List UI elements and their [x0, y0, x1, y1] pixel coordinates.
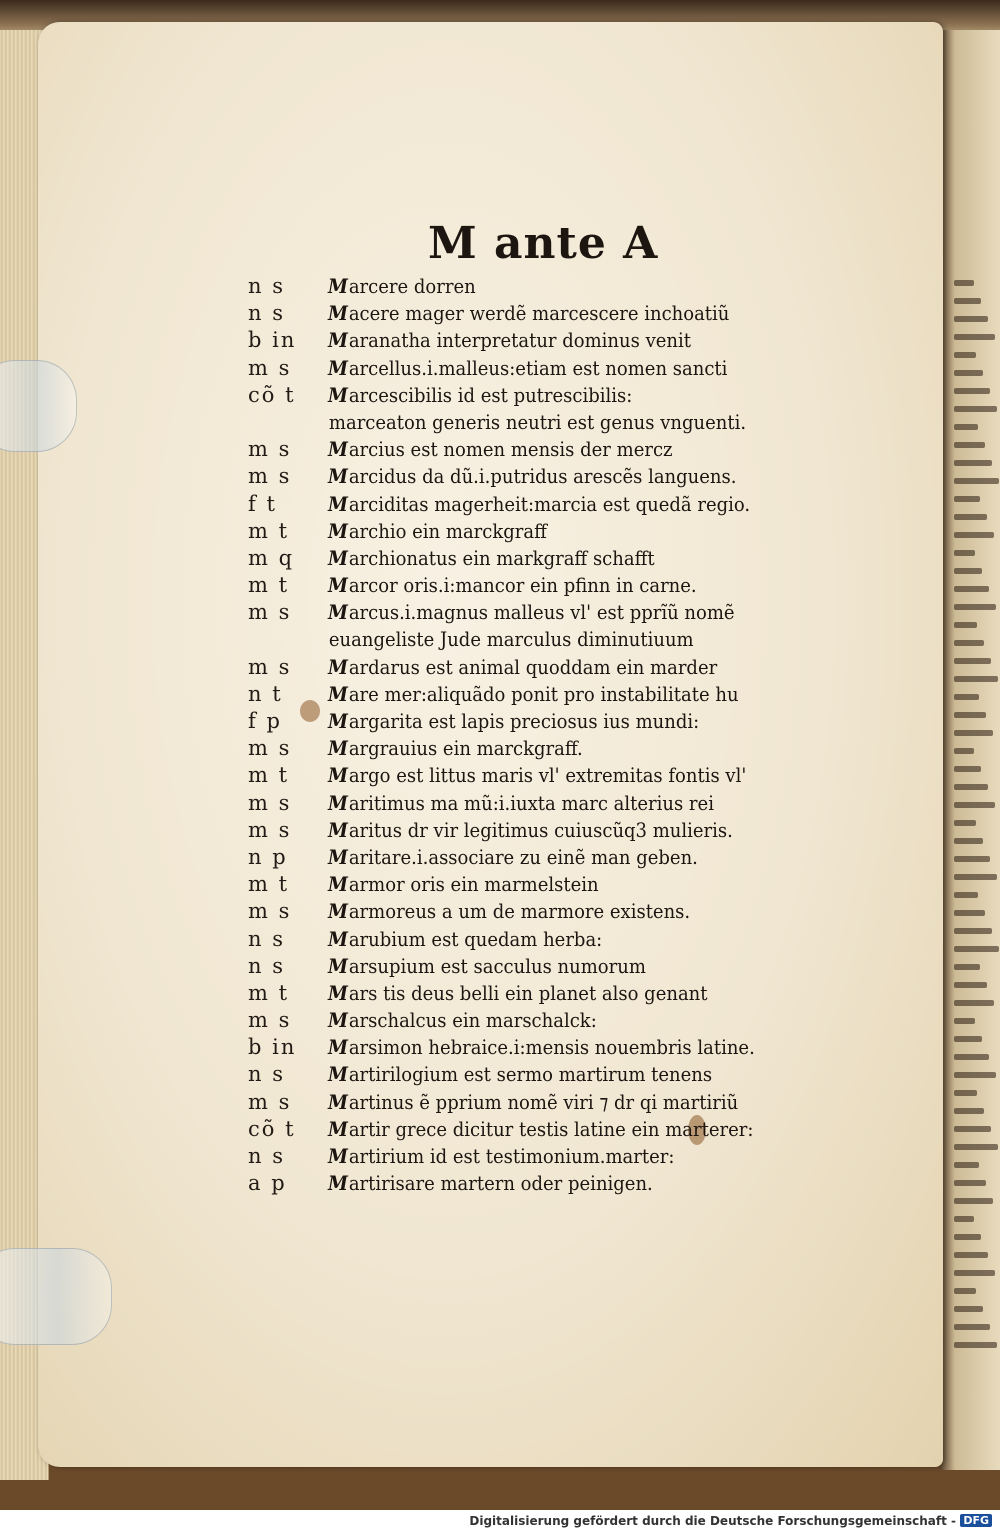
grammar-tags: b in — [248, 328, 297, 353]
grammar-tags: m t — [248, 573, 290, 598]
glass-clip-upper — [0, 360, 77, 452]
entry-initial: M — [328, 736, 348, 761]
facing-page-text-ghost — [954, 766, 981, 772]
grammar-tags: m t — [248, 518, 290, 543]
facing-page-text-ghost — [954, 784, 988, 790]
entry-text — [328, 763, 746, 787]
entry-text — [328, 274, 476, 298]
entry-text — [328, 1008, 597, 1032]
facing-page-edge — [940, 30, 1000, 1470]
facing-page-text-ghost — [954, 1054, 989, 1060]
grammar-tags: n p — [248, 844, 288, 869]
facing-page-text-ghost — [954, 748, 974, 754]
facing-page-text-ghost — [954, 946, 999, 952]
entry-text — [328, 791, 714, 815]
entry-text — [328, 546, 655, 570]
entry-text — [328, 1090, 738, 1114]
grammar-tags: n s — [248, 953, 285, 978]
entry-body: artirium id est testimonium.marter: — [348, 1144, 675, 1168]
entry-body: artirisare martern oder peinigen. — [348, 1171, 653, 1196]
grammar-tags: n t — [248, 681, 283, 706]
entry-initial: M — [328, 926, 348, 951]
entry-initial: M — [328, 1062, 348, 1087]
entry-body: archio ein marckgraff — [348, 518, 547, 543]
dfg-logo: DFG — [960, 1514, 992, 1527]
entry-body: aritus dr vir legitimus cuiuscũq3 mulieris. — [348, 817, 733, 842]
grammar-tags: f p — [248, 709, 282, 733]
entry-body: arcidus da dũ.i.putridus arescẽs languens. — [348, 464, 737, 489]
dictionary-entry — [248, 435, 858, 462]
entry-body: argrauius ein marckgraff. — [348, 736, 583, 761]
entry-initial: M — [328, 790, 348, 815]
dictionary-entry — [248, 408, 858, 435]
entry-initial: M — [328, 763, 348, 788]
entry-initial: M — [328, 328, 348, 353]
entry-body: artir grece dicitur testis latine ein marterer: — [348, 1116, 754, 1141]
entry-text — [328, 573, 697, 597]
entry-initial: M — [328, 953, 348, 978]
grammar-tags: m s — [248, 790, 292, 815]
grammar-tags: n s — [248, 274, 285, 298]
dictionary-entry — [248, 925, 858, 952]
facing-page-text-ghost — [954, 820, 976, 826]
grammar-tags: m s — [248, 437, 292, 462]
entry-text — [328, 464, 736, 488]
facing-page-text-ghost — [954, 1234, 981, 1240]
entry-text — [328, 301, 729, 325]
facing-page-text-ghost — [954, 1090, 977, 1096]
entry-body: armor oris ein marmelstein — [348, 872, 599, 897]
entry-text — [328, 927, 602, 951]
grammar-tags: cõ t — [248, 1116, 296, 1141]
dictionary-entry — [248, 272, 858, 299]
entry-text — [328, 1062, 712, 1086]
dictionary-entry — [248, 544, 858, 571]
entry-initial: M — [328, 382, 348, 407]
grammar-tags: m s — [248, 654, 292, 679]
entry-initial: M — [328, 1144, 348, 1168]
dictionary-entry — [248, 1115, 858, 1142]
facing-page-text-ghost — [954, 1324, 990, 1330]
facing-page-text-ghost — [954, 298, 981, 304]
grammar-tags: cõ t — [248, 382, 296, 407]
entry-body: arcescibilis id est putrescibilis: — [348, 382, 633, 407]
entry-body: arschalcus ein marschalck: — [348, 1008, 597, 1033]
facing-page-text-ghost — [954, 496, 980, 502]
dictionary-entry — [248, 870, 858, 897]
dictionary-entry — [248, 517, 858, 544]
dictionary-entry — [248, 1088, 858, 1115]
entry-initial: M — [328, 1008, 348, 1033]
entry-initial: M — [328, 437, 348, 462]
entry-initial: M — [328, 274, 348, 298]
dictionary-entry — [248, 490, 858, 517]
grammar-tags: m t — [248, 872, 290, 897]
entry-body: arciditas magerheit:marcia est quedã regio. — [348, 491, 751, 516]
facing-page-text-ghost — [954, 1126, 991, 1132]
facing-page-text-ghost — [954, 694, 979, 700]
dictionary-entry — [248, 979, 858, 1006]
dictionary-entry — [248, 625, 858, 652]
entry-body: marceaton generis neutri est genus vnguenti. — [328, 409, 747, 434]
entry-text — [328, 872, 599, 896]
facing-page-text-ghost — [954, 910, 985, 916]
grammar-tags: n s — [248, 1062, 285, 1087]
grammar-tags: m s — [248, 899, 292, 924]
entry-initial: M — [328, 654, 348, 679]
entry-initial: M — [328, 844, 348, 869]
entry-text — [328, 845, 698, 869]
facing-page-text-ghost — [954, 514, 987, 520]
grammar-tags: m s — [248, 600, 292, 625]
entry-initial: M — [328, 1171, 348, 1196]
facing-page-text-ghost — [954, 730, 993, 736]
dictionary-entry — [248, 843, 858, 870]
entry-initial: M — [328, 817, 348, 842]
entry-text — [328, 627, 694, 651]
facing-page-text-ghost — [954, 550, 975, 556]
dictionary-entry — [248, 1033, 858, 1060]
entry-text — [328, 437, 673, 461]
entry-initial: M — [328, 1089, 348, 1114]
entry-text — [328, 736, 583, 760]
entry-initial: M — [328, 872, 348, 897]
facing-page-text-ghost — [954, 658, 991, 664]
facing-page-text-ghost — [954, 1000, 994, 1006]
entry-text — [328, 981, 708, 1005]
dictionary-entry — [248, 354, 858, 381]
facing-page-text-ghost — [954, 712, 986, 718]
grammar-tags: m s — [248, 355, 292, 380]
grammar-tags: m q — [248, 545, 295, 570]
entry-text — [328, 410, 746, 434]
grammar-tags: m s — [248, 464, 292, 489]
grammar-tags: n s — [248, 1144, 285, 1168]
facing-page-text-ghost — [954, 334, 995, 340]
entry-body: archionatus ein markgraff schafft — [348, 545, 655, 570]
facing-page-text-ghost — [954, 460, 992, 466]
facing-page-text-ghost — [954, 478, 999, 484]
facing-page-text-ghost — [954, 892, 978, 898]
entry-text — [328, 954, 646, 978]
entry-text — [328, 383, 632, 407]
facing-page-text-ghost — [954, 388, 990, 394]
facing-page-text-ghost — [954, 1036, 982, 1042]
facing-page-text-ghost — [954, 838, 983, 844]
entry-text — [328, 818, 733, 842]
entry-initial: M — [328, 681, 348, 706]
entry-body: are mer:aliquãdo ponit pro instabilitate hu — [348, 681, 739, 706]
facing-page-text-ghost — [954, 1216, 974, 1222]
facing-page-text-ghost — [954, 1162, 979, 1168]
dictionary-entry — [248, 897, 858, 924]
facing-page-text-ghost — [954, 1144, 998, 1150]
entry-text — [328, 1035, 755, 1059]
facing-page-text-ghost — [954, 604, 996, 610]
dictionary-entry — [248, 598, 858, 625]
dictionary-entry — [248, 462, 858, 489]
facing-page-text-ghost — [954, 982, 987, 988]
facing-page-text-ghost — [954, 352, 976, 358]
dictionary-entry — [248, 1060, 858, 1087]
dictionary-entry — [248, 680, 858, 707]
facing-page-text-ghost — [954, 568, 982, 574]
entry-body: euangeliste Jude marculus diminutiuum — [328, 627, 694, 652]
dictionary-entry — [248, 734, 858, 761]
facing-page-text-ghost — [954, 928, 992, 934]
entry-body: arcius est nomen mensis der mercz — [348, 437, 673, 462]
facing-page-text-ghost — [954, 622, 977, 628]
entry-initial: M — [328, 491, 348, 516]
entry-body: ardarus est animal quoddam ein marder — [348, 654, 718, 679]
entry-initial: M — [328, 709, 348, 733]
facing-page-text-ghost — [954, 424, 978, 430]
facing-page-text-ghost — [954, 1342, 997, 1348]
entry-text — [328, 655, 717, 679]
entry-body: aritare.i.associare zu einẽ man geben. — [348, 844, 698, 869]
entry-text — [328, 1144, 674, 1168]
facing-page-text-ghost — [954, 1018, 975, 1024]
facing-page-text-ghost — [954, 442, 985, 448]
entry-initial: M — [328, 545, 348, 570]
dictionary-entry — [248, 952, 858, 979]
dictionary-entry — [248, 653, 858, 680]
dictionary-entry — [248, 789, 858, 816]
facing-page-text-ghost — [954, 280, 974, 286]
entry-text — [328, 356, 727, 380]
grammar-tags: m s — [248, 1089, 292, 1114]
entry-body: acere mager werdẽ marcescere inchoatiũ — [348, 301, 730, 326]
entry-initial: M — [328, 600, 348, 625]
facing-page-text-ghost — [954, 316, 988, 322]
entry-body: argo est littus maris vl' extremitas fontis vl' — [348, 763, 747, 788]
grammar-tags: n s — [248, 926, 285, 951]
entry-initial: M — [328, 899, 348, 924]
dictionary-entry — [248, 1006, 858, 1033]
dictionary-entry — [248, 381, 858, 408]
facing-page-text-ghost — [954, 676, 998, 682]
entry-body: arcere dorren — [348, 274, 476, 298]
dictionary-entry — [248, 1142, 858, 1169]
entry-initial: M — [328, 980, 348, 1005]
entry-body: artirilogium est sermo martirum tenens — [348, 1062, 713, 1087]
entry-initial: M — [328, 573, 348, 598]
entry-initial: M — [328, 518, 348, 543]
facing-page-text-ghost — [954, 964, 980, 970]
grammar-tags: m t — [248, 980, 290, 1005]
entry-text — [328, 682, 739, 706]
entry-text — [328, 709, 699, 733]
grammar-tags: a p — [248, 1171, 287, 1196]
facing-page-text-ghost — [954, 640, 984, 646]
grammar-tags: f t — [248, 491, 277, 516]
facing-page-text-ghost — [954, 874, 997, 880]
entry-initial: M — [328, 1116, 348, 1141]
page-heading: M ante A — [428, 218, 659, 269]
dictionary-entry — [248, 571, 858, 598]
entry-body: arcus.i.magnus malleus vl' est pprĩũ nomẽ — [348, 600, 735, 625]
facing-page-text-ghost — [954, 856, 990, 862]
facing-page-text-ghost — [954, 1072, 996, 1078]
dictionary-entry — [248, 326, 858, 353]
entry-body: arubium est quedam herba: — [348, 926, 603, 951]
facing-page-text-ghost — [954, 370, 983, 376]
entry-text — [328, 519, 547, 543]
entry-initial: M — [328, 355, 348, 380]
facing-page-text-ghost — [954, 1270, 995, 1276]
facing-page-text-ghost — [954, 406, 997, 412]
entry-body: arcor oris.i:mancor ein pfinn in carne. — [348, 573, 697, 598]
facing-page-text-ghost — [954, 586, 989, 592]
dictionary-entry — [248, 299, 858, 326]
facing-page-text-ghost — [954, 1108, 984, 1114]
facing-page-text-ghost — [954, 1252, 988, 1258]
entry-body: aranatha interpretatur dominus venit — [348, 328, 691, 353]
dictionary-entry — [248, 1169, 858, 1196]
dictionary-entry — [248, 707, 858, 734]
grammar-tags: m s — [248, 1008, 292, 1033]
entry-text — [328, 1171, 653, 1195]
entry-text — [328, 1117, 753, 1141]
entry-body: artinus ẽ pprium nomẽ viri ⁊ dr qi martiriũ — [348, 1089, 739, 1114]
entry-initial: M — [328, 464, 348, 489]
entry-text — [328, 600, 735, 624]
grammar-tags: m s — [248, 817, 292, 842]
entry-body: aritimus ma mũ:i.iuxta marc alterius rei — [348, 790, 714, 815]
entry-body: argarita est lapis preciosus ius mundi: — [348, 709, 700, 733]
facing-page-text-ghost — [954, 1288, 976, 1294]
dictionary-entry — [248, 761, 858, 788]
facing-page-text-ghost — [954, 1198, 993, 1204]
entry-body: arsupium est sacculus numorum — [348, 953, 646, 978]
entry-text — [328, 492, 750, 516]
facing-page-text-ghost — [954, 532, 994, 538]
footer-credit: Digitalisierung gefördert durch die Deutsche Forschungsgemeinschaft - — [469, 1514, 956, 1528]
digitization-footer — [0, 1510, 1000, 1537]
entry-text — [328, 899, 690, 923]
facing-page-text-ghost — [954, 802, 995, 808]
entry-initial: M — [328, 1035, 348, 1060]
dictionary-entry — [248, 816, 858, 843]
entry-body: ars tis deus belli ein planet also genant — [348, 980, 708, 1005]
grammar-tags: n s — [248, 301, 285, 326]
entry-body: armoreus a um de marmore existens. — [348, 899, 691, 924]
entry-initial: M — [328, 301, 348, 326]
dictionary-entries — [248, 272, 858, 1196]
entry-body: arcellus.i.malleus:etiam est nomen sancti — [348, 355, 728, 380]
glass-clip-lower — [0, 1248, 112, 1345]
entry-text — [328, 328, 691, 352]
grammar-tags: m s — [248, 736, 292, 761]
grammar-tags: b in — [248, 1035, 297, 1060]
grammar-tags: m t — [248, 763, 290, 788]
facing-page-text-ghost — [954, 1180, 986, 1186]
facing-page-text-ghost — [954, 1306, 983, 1312]
entry-body: arsimon hebraice.i:mensis nouembris latine. — [348, 1035, 755, 1060]
